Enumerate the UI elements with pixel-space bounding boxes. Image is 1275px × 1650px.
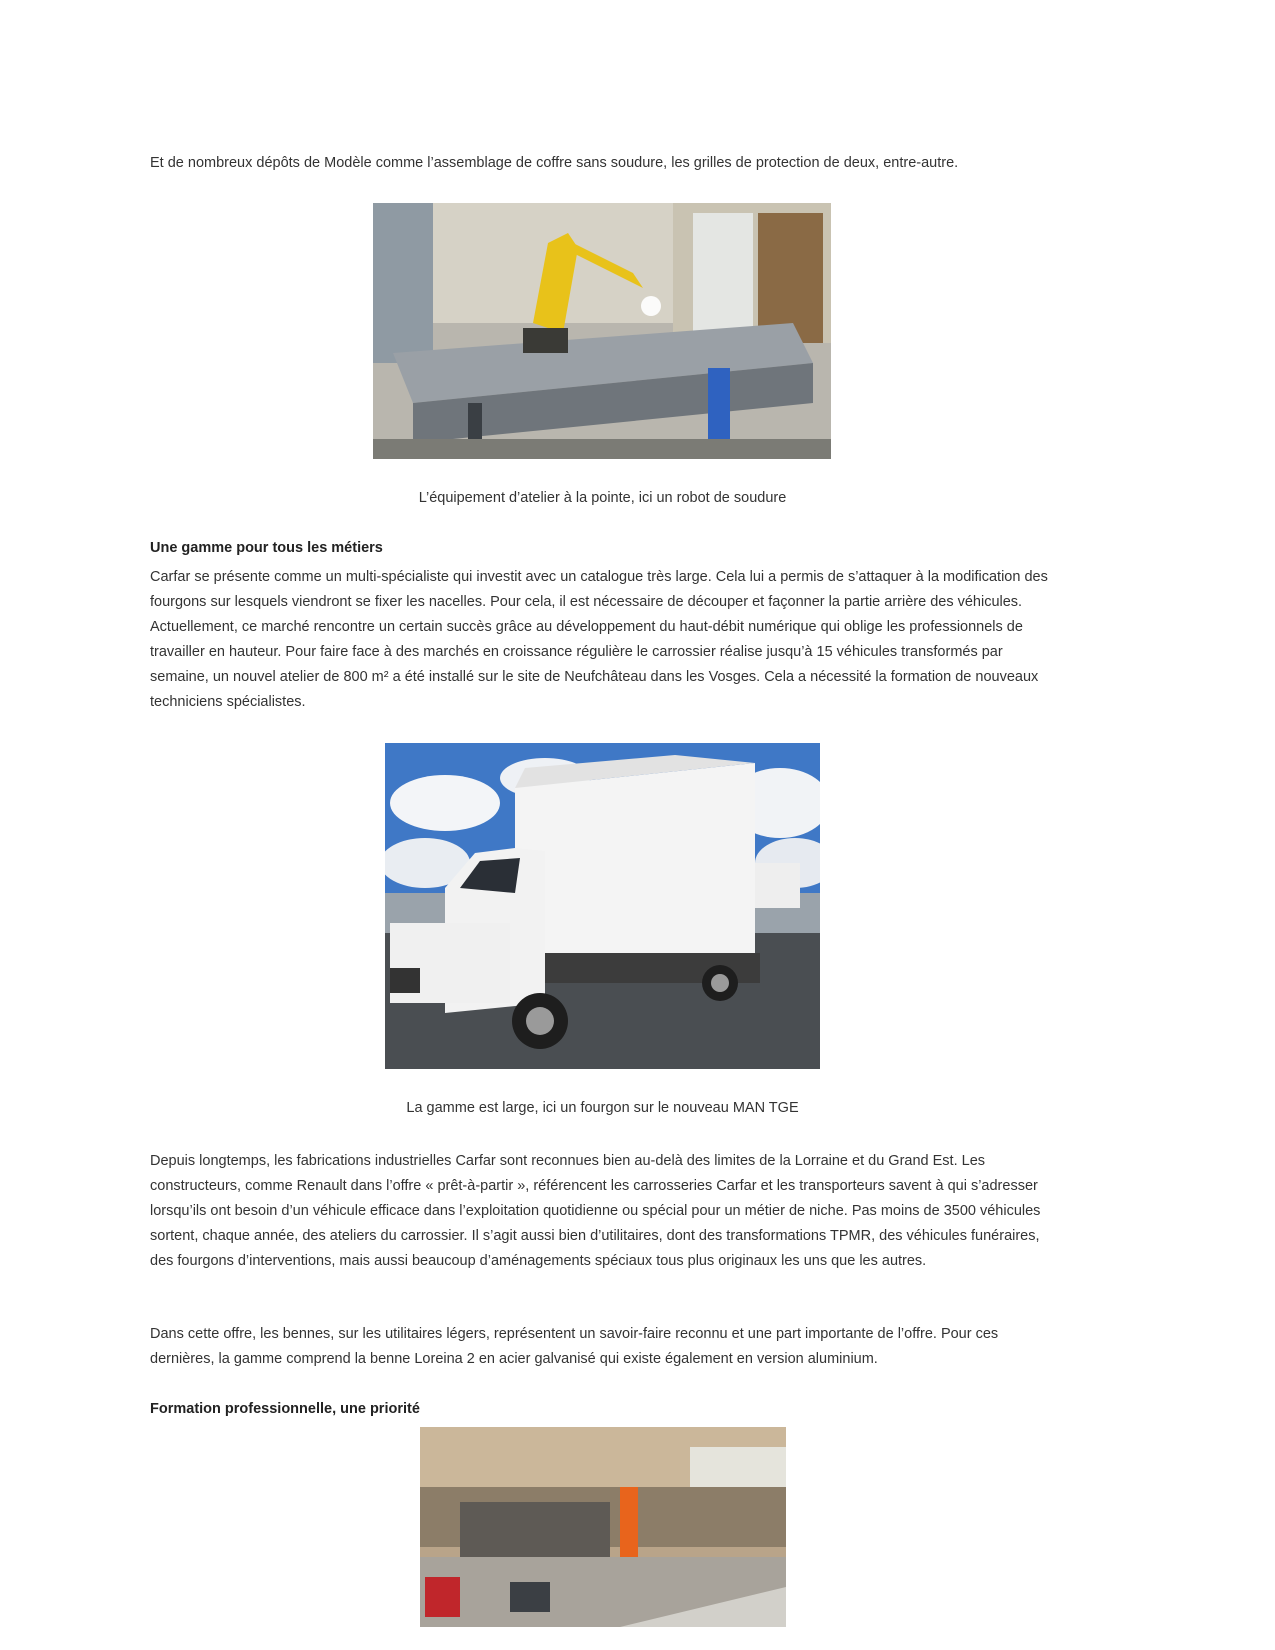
section-heading-gamme: Une gamme pour tous les métiers bbox=[150, 540, 383, 556]
paragraph-bennes: Dans cette offre, les bennes, sur les utilitaires légers, représentent un savoir-faire reconnu et une part importante de l’offre. Pour ces dernières, la gamme comprend la benne Loreina 2 en acier galvanisé qui existe également en version aluminium. bbox=[150, 1326, 999, 1367]
man-tge-van-photo bbox=[385, 743, 820, 1069]
intro-text: Et de nombreux dépôts de Modèle comme l’assemblage de coffre sans soudure, les grilles de protection de deux, entre-autre. bbox=[150, 155, 959, 171]
section-heading-formation: Formation professionnelle, une priorité bbox=[150, 1401, 420, 1417]
paragraph-carfar-reputation: Depuis longtemps, les fabrications industrielles Carfar sont reconnues bien au-delà des limites de la Lorraine et du Grand Est. Les constructeurs, comme Renault dans l’offre « prêt-à-partir », référencent les carrosseries Carfar et les transporteurs savent à qui s’adresser lorsqu’ils ont besoin d’un véhicule efficace dans l’exploitation quotidienne ou spécial pour un métier de niche. Pas moins de 3500 véhicules sortent, chaque année, des ateliers du carrossier. Il s’agit aussi bien d’utilitaires, dont des transformations TPMR, des véhicules funéraires, des fourgons d’interventions, mais aussi beaucoup d’aménagements spéciaux tous plus originaux les uns que les autres. bbox=[150, 1153, 1041, 1269]
section-paragraph-gamme: Carfar se présente comme un multi-spécialiste qui investit avec un catalogue très large. Cela lui a permis de s’attaquer à la modification des fourgons sur lesquels viendront se fixer les nacelles. Pour cela, il est nécessaire de découper et façonner la partie arrière des véhicules. Actuellement, ce marché rencontre un certain succès grâce au développement du haut-débit numérique qui oblige les professionnels de travailler en hauteur. Pour faire face à des marchés en croissance régulière le carrossier réalise jusqu’à 15 véhicules transformés par semaine, un nouvel atelier de 800 m² a été installé sur le site de Neufchâteau dans les Vosges. Cela a nécessité la formation de nouveaux techniciens spécialistes. bbox=[150, 569, 1048, 710]
photo-caption-1: L’équipement d’atelier à la pointe, ici un robot de soudure bbox=[418, 490, 787, 506]
workshop-photo bbox=[420, 1427, 786, 1627]
welding-robot-photo bbox=[373, 203, 831, 459]
photo-caption-2: La gamme est large, ici un fourgon sur le nouveau MAN TGE bbox=[406, 1100, 799, 1116]
